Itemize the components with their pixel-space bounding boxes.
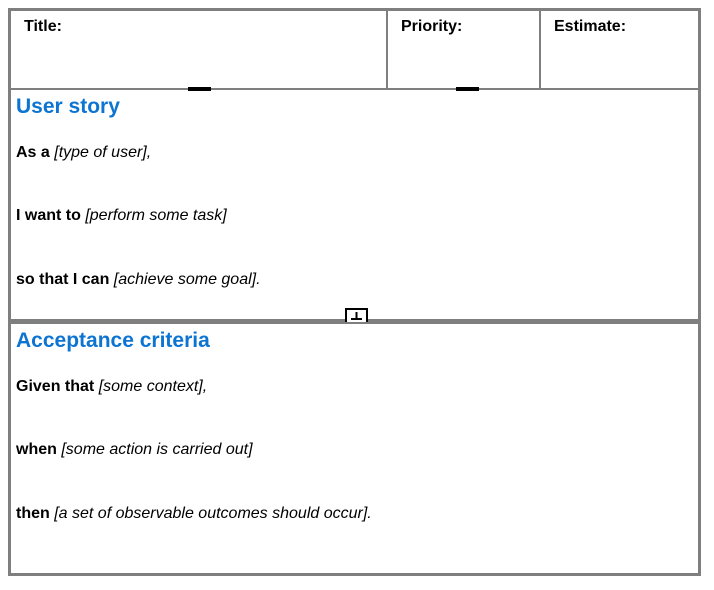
criteria-line-lead: then [16,504,55,522]
priority-label: Priority: [401,18,463,35]
user-story-heading: User story [16,95,120,118]
estimate-field[interactable] [541,11,698,88]
section-divider [11,319,698,324]
blank-underscore-marker [456,87,479,91]
story-card-table [8,8,701,576]
story-line-lead: As a [16,144,55,162]
criteria-line-lead: when [16,441,62,459]
story-line-placeholder: [type of user], [54,144,152,162]
criteria-line-lead: Given that [16,378,99,396]
criteria-line-placeholder: [some action is carried out] [61,441,253,459]
story-line-so-that [16,270,693,289]
story-line-lead: I want to [16,207,86,225]
title-field[interactable] [11,11,388,88]
criteria-line-then [16,504,693,523]
acceptance-criteria-heading: Acceptance criteria [16,329,210,352]
header-row [11,11,698,90]
criteria-line-when [16,440,693,459]
criteria-line-given [16,377,693,396]
criteria-line-placeholder: [some context], [98,378,208,396]
criteria-line-placeholder: [a set of observable outcomes should occur]. [54,504,372,522]
priority-field[interactable] [388,11,541,88]
estimate-label: Estimate: [554,18,627,35]
user-story-section[interactable] [11,90,698,319]
blank-underscore-marker [188,87,211,91]
story-line-placeholder: [achieve some goal]. [113,270,261,288]
acceptance-criteria-section[interactable] [11,324,698,568]
story-line-as-a [16,143,693,162]
story-line-i-want-to [16,206,693,225]
story-line-lead: so that I can [16,270,114,288]
title-label: Title: [24,18,62,35]
table-insert-marker-icon[interactable] [345,308,368,322]
story-line-placeholder: [perform some task] [85,207,227,225]
